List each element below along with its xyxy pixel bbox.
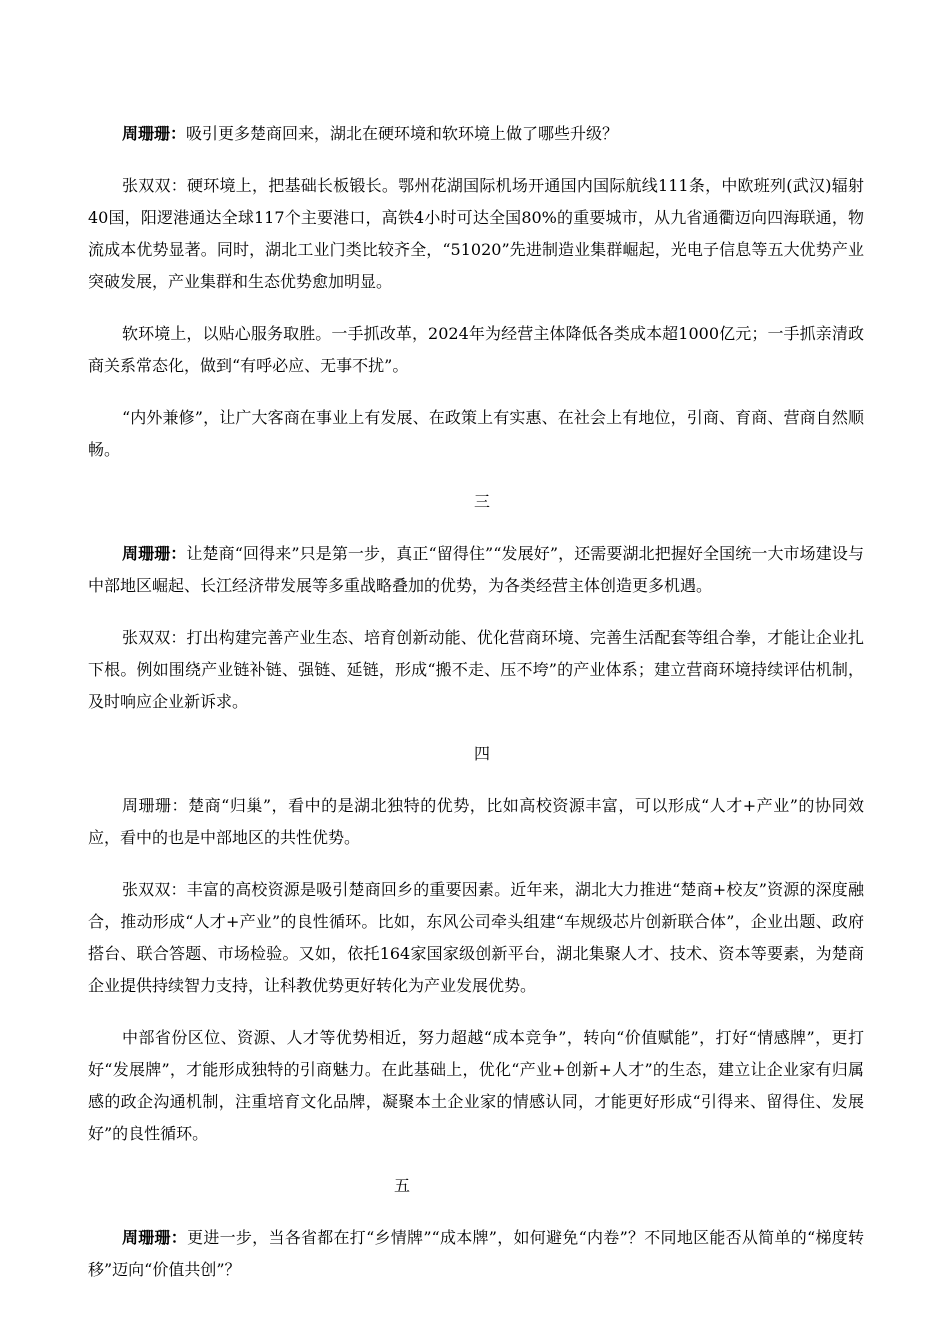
paragraph-text: 吸引更多楚商回来，湖北在硬环境和软环境上做了哪些升级？ [186, 124, 619, 143]
paragraph-text: 楚商“归巢”，看中的是湖北独特的优势，比如高校资源丰富，可以形成“人才+产业”的协同效应，看中的也是中部地区的共性优势。 [88, 796, 864, 847]
section-heading: 三 [473, 492, 490, 511]
speaker-name: 周珊珊： [122, 124, 187, 143]
article-body [88, 118, 864, 1306]
speaker-name: 张双双： [122, 628, 187, 647]
paragraph-text: 更进一步，当各省都在打“乡情牌”“成本牌”，如何避免“内卷”？不同地区能否从简单的“梯度转移”迈向“价值共创”？ [88, 1228, 864, 1279]
speaker-name: 周珊珊： [122, 796, 189, 815]
paragraph [88, 118, 864, 150]
paragraph [88, 622, 864, 718]
paragraph-text: 硬环境上，把基础长板锻长。鄂州花湖国际机场开通国内国际航线111条，中欧班列(武汉)辐射40国，阳逻港通达全球117个主要港口，高铁4小时可达全国80%的重要城市，从九省通衢迈向四海联通，物流成本优势显著。同时，湖北工业门类比较齐全，“51020”先进制造业集群崛起，光电子信息等五大优势产业突破发展，产业集群和生态优势愈加明显。 [88, 176, 864, 291]
paragraph [88, 402, 864, 466]
paragraph-text: 让楚商“回得来”只是第一步，真正“留得住”“发展好”，还需要湖北把握好全国统一大市场建设与中部地区崛起、长江经济带发展等多重战略叠加的优势，为各类经营主体创造更多机遇。 [88, 544, 864, 595]
paragraph-text: 中部省份区位、资源、人才等优势相近，努力超越“成本竞争”，转向“价值赋能”，打好“情感牌”，更打好“发展牌”，才能形成独特的引商魅力。在此基础上，优化“产业+创新+人才”的生态，建立让企业家有归属感的政企沟通机制，注重培育文化品牌，凝聚本土企业家的情感认同，才能更好形成“引得来、留得住、发展好”的良性循环。 [88, 1028, 864, 1143]
paragraph-text: 软环境上，以贴心服务取胜。一手抓改革，2024年为经营主体降低各类成本超1000亿元；一手抓亲清政商关系常态化，做到“有呼必应、无事不扰”。 [88, 324, 864, 375]
paragraph-text: 打出构建完善产业生态、培育创新动能、优化营商环境、完善生活配套等组合拳，才能让企业扎下根。例如围绕产业链补链、强链、延链，形成“搬不走、压不垮”的产业体系；建立营商环境持续评估机制，及时响应企业新诉求。 [88, 628, 864, 711]
paragraph [88, 790, 864, 854]
paragraph-text: “内外兼修”，让广大客商在事业上有发展、在政策上有实惠、在社会上有地位，引商、育商、营商自然顺畅。 [88, 408, 864, 459]
paragraph [88, 170, 864, 298]
speaker-name: 周珊珊： [122, 544, 187, 563]
paragraph [88, 1222, 864, 1286]
paragraph-text: 丰富的高校资源是吸引楚商回乡的重要因素。近年来，湖北大力推进“楚商+校友”资源的深度融合，推动形成“人才+产业”的良性循环。比如，东风公司牵头组建“车规级芯片创新联合体”，企业出题、政府搭台、联合答题、市场检验。又如，依托164家国家级创新平台，湖北集聚人才、技术、资本等要素，为楚商企业提供持续智力支持，让科教优势更好转化为产业发展优势。 [88, 880, 864, 995]
speaker-name: 张双双： [122, 880, 187, 899]
section-heading: 五 [394, 1176, 411, 1195]
speaker-name: 张双双： [122, 176, 187, 195]
speaker-name: 周珊珊： [122, 1228, 188, 1247]
paragraph [88, 538, 864, 602]
paragraph [88, 1022, 864, 1150]
paragraph [88, 318, 864, 382]
paragraph [88, 874, 864, 1002]
section-heading: 四 [473, 744, 490, 763]
